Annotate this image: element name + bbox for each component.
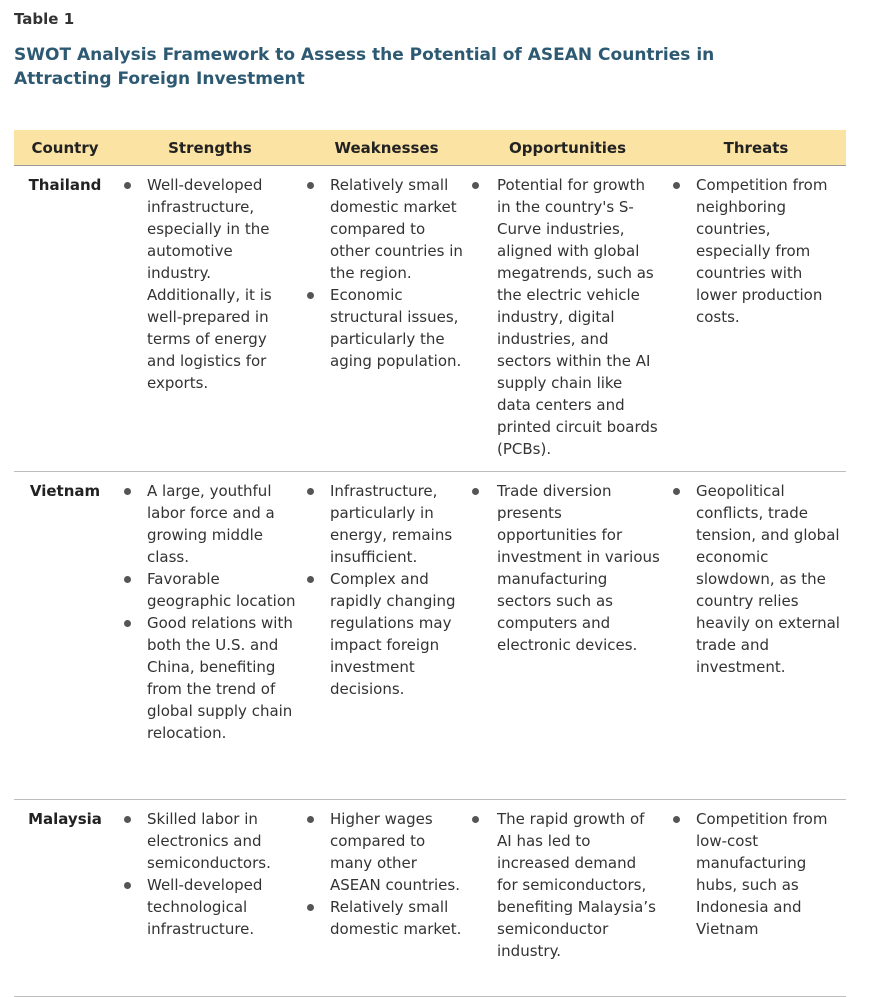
country-name: Malaysia (14, 800, 116, 997)
bullet-item: Favorable geographic location (116, 568, 298, 612)
bullet-item: Higher wages compared to many other ASEAN countries. (304, 808, 463, 896)
bullet-item: Well-developed technological infrastructure. (116, 874, 298, 940)
bullet-item: A large, youthful labor force and a growing middle class. (116, 480, 298, 568)
threats-cell (666, 472, 846, 800)
header-threats: Threats (666, 130, 846, 166)
table-title: SWOT Analysis Framework to Assess the Potential of ASEAN Countries in Attracting Foreign Investment (14, 45, 715, 89)
opportunities-cell (469, 800, 666, 997)
bullet-item: Skilled labor in electronics and semiconductors. (116, 808, 298, 874)
table-row-vietnam (14, 472, 846, 800)
strengths-cell (116, 472, 304, 800)
bullet-item: Trade diversion presents opportunities for investment in various manufacturing sectors such as computers and electronic devices. (469, 480, 660, 656)
header-row (14, 130, 846, 166)
bullet-item: Relatively small domestic market compared to other countries in the region. (304, 174, 463, 284)
bullet-item: Infrastructure, particularly in energy, remains insufficient. (304, 480, 463, 568)
header-opportunities: Opportunities (469, 130, 666, 166)
header-strengths: Strengths (116, 130, 304, 166)
bullet-item: Competition from neighboring countries, especially from countries with lower production costs. (666, 174, 840, 328)
header-weaknesses: Weaknesses (304, 130, 469, 166)
country-name: Vietnam (14, 472, 116, 800)
bullet-item: Good relations with both the U.S. and China, benefiting from the trend of global supply chain relocation. (116, 612, 298, 744)
bullet-item: Well-developed infrastructure, especially in the automotive industry. Additionally, it is well-prepared in terms of energy and logistics for exports. (116, 174, 298, 394)
strengths-cell (116, 166, 304, 472)
table-row-thailand (14, 166, 846, 472)
bullet-item: The rapid growth of AI has led to increased demand for semiconductors, benefiting Malaysia’s semiconductor industry. (469, 808, 660, 962)
weaknesses-cell (304, 800, 469, 997)
bullet-item: Competition from low-cost manufacturing hubs, such as Indonesia and Vietnam (666, 808, 840, 940)
swot-table (14, 130, 846, 997)
weaknesses-cell (304, 472, 469, 800)
weaknesses-cell (304, 166, 469, 472)
bullet-item: Potential for growth in the country's S-Curve industries, aligned with global megatrends, such as the electric vehicle industry, digital industries, and sectors within the AI supply chain like data centers and printed circuit boards (PCBs). (469, 174, 660, 460)
opportunities-cell (469, 472, 666, 800)
header-country: Country (14, 130, 116, 166)
threats-cell (666, 166, 846, 472)
table-label: Table 1 (14, 10, 75, 28)
strengths-cell (116, 800, 304, 997)
bullet-item: Geopolitical conflicts, trade tension, and global economic slowdown, as the country relies heavily on external trade and investment. (666, 480, 840, 678)
bullet-item: Relatively small domestic market. (304, 896, 463, 940)
opportunities-cell (469, 166, 666, 472)
table-row-malaysia (14, 800, 846, 997)
bullet-item: Economic structural issues, particularly the aging population. (304, 284, 463, 372)
country-name: Thailand (14, 166, 116, 472)
bullet-item: Complex and rapidly changing regulations may impact foreign investment decisions. (304, 568, 463, 700)
threats-cell (666, 800, 846, 997)
